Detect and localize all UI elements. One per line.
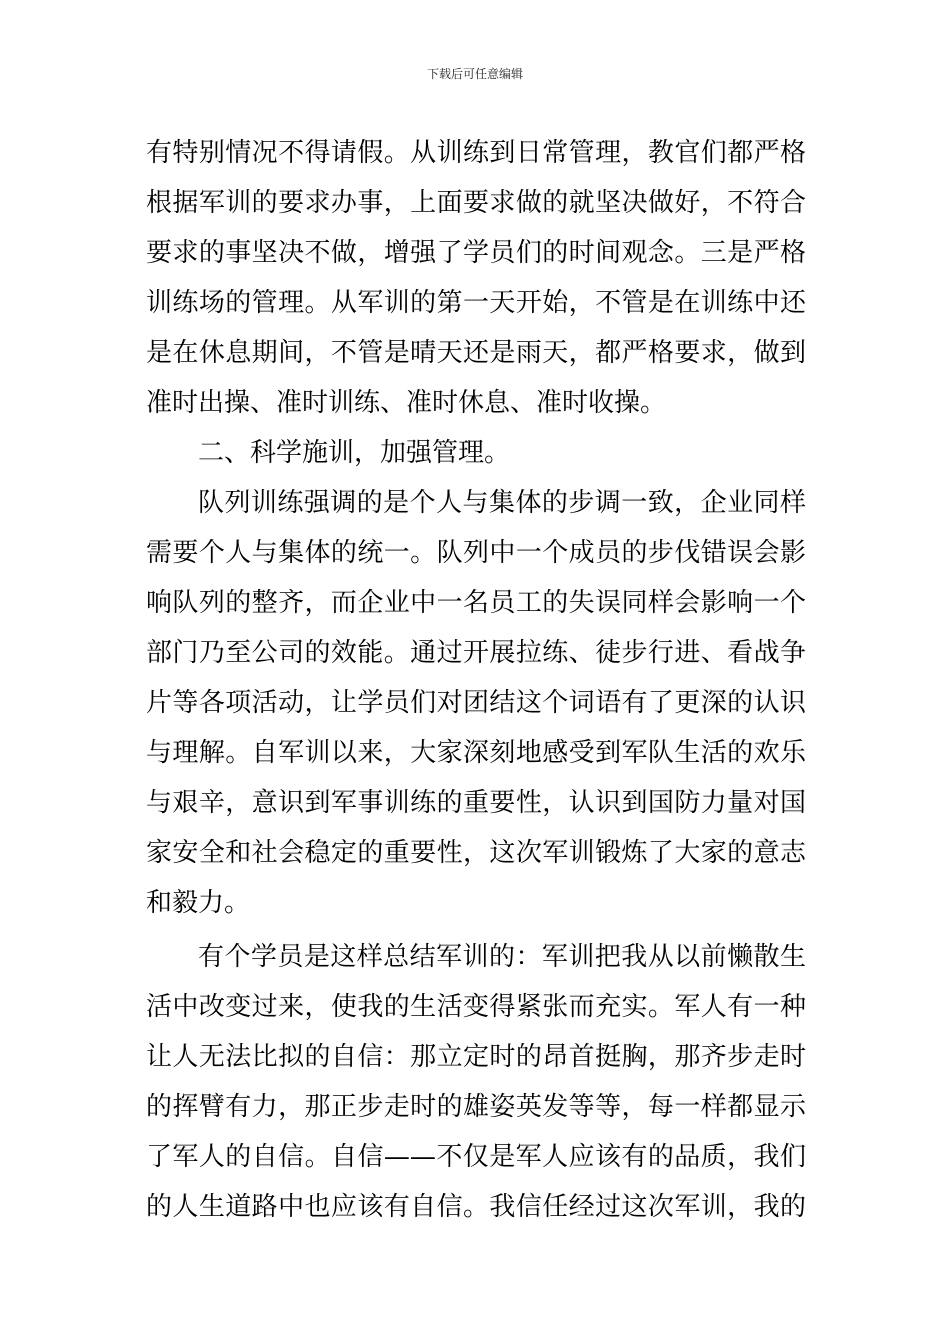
section-heading: 二、科学施训，加强管理。 (198, 438, 511, 468)
text-line: 训练场的管理。从军训的第一天开始，不管是在训练中还 (146, 288, 806, 318)
text-line: 的挥臂有力，那正步走时的雄姿英发等等，每一样都显示 (146, 1092, 806, 1122)
text-line: 让人无法比拟的自信：那立定时的昂首挺胸，那齐步走时 (146, 1042, 806, 1072)
document-body (146, 128, 806, 1232)
text-line: 是在休息期间，不管是晴天还是雨天，都严格要求，做到 (146, 338, 806, 368)
text-line: 活中改变过来，使我的生活变得紧张而充实。军人有一种 (146, 992, 806, 1022)
text-line: 片等各项活动，让学员们对团结这个词语有了更深的认识 (146, 688, 806, 718)
text-line: 根据军训的要求办事，上面要求做的就坚决做好，不符合 (146, 188, 806, 218)
text-line: 有特别情况不得请假。从训练到日常管理，教官们都严格 (146, 138, 806, 168)
text-line: 与艰辛，意识到军事训练的重要性，认识到国防力量对国 (146, 788, 806, 818)
text-line: 准时出操、准时训练、准时休息、准时收操。 (146, 388, 667, 418)
text-line: 有个学员是这样总结军训的：军训把我从以前懒散生 (198, 942, 806, 972)
text-line: 了军人的自信。自信——不仅是军人应该有的品质，我们 (146, 1142, 806, 1172)
text-line: 与理解。自军训以来，大家深刻地感受到军队生活的欢乐 (146, 738, 806, 768)
text-line: 的人生道路中也应该有自信。我信任经过这次军训，我的 (146, 1192, 806, 1222)
text-line: 队列训练强调的是个人与集体的步调一致，企业同样 (198, 488, 806, 518)
text-line: 需要个人与集体的统一。队列中一个成员的步伐错误会影 (146, 538, 806, 568)
text-line: 家安全和社会稳定的重要性，这次军训锻炼了大家的意志 (146, 838, 806, 868)
text-line: 和毅力。 (146, 888, 251, 918)
text-line: 要求的事坚决不做，增强了学员们的时间观念。三是严格 (146, 238, 806, 268)
page-header: 下载后可任意编辑 (426, 67, 523, 81)
text-line: 响队列的整齐，而企业中一名员工的失误同样会影响一个 (146, 588, 806, 618)
text-line: 部门乃至公司的效能。通过开展拉练、徒步行进、看战争 (146, 638, 806, 668)
